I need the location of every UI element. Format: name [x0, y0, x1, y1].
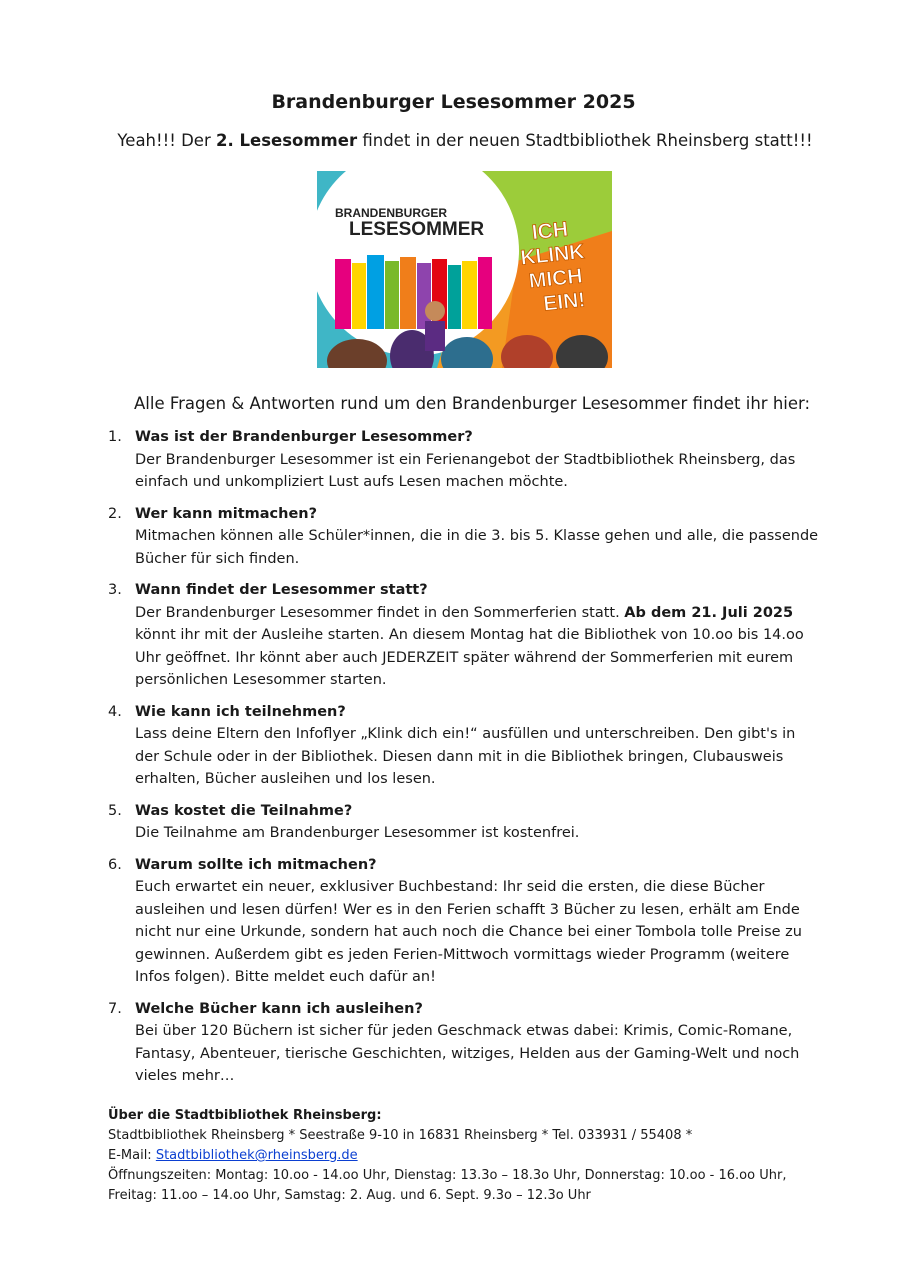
faq-answer-post: könnt ihr mit der Ausleihe starten. An diesem Montag hat die Bibliothek von 10.oo bis 14.oo Uhr geöffnet. Ihr könnt aber auch JEDERZEIT später während der Sommerferien mit eurem persönlichen Lesesommer starten. — [135, 627, 804, 688]
faq-answer: Der Brandenburger Lesesommer ist ein Ferienangebot der Stadtbibliothek Rheinsberg, das einfach und unkompliziert Lust aufs Lesen machen möchte. — [135, 451, 796, 490]
faq-answer — [135, 602, 823, 692]
faq-number: 5. — [108, 802, 122, 819]
faq-number: 2. — [108, 505, 122, 522]
footer-address: Stadtbibliothek Rheinsberg * Seestraße 9-10 in 16831 Rheinsberg * Tel. 033931 / 55408 * — [108, 1128, 693, 1143]
faq-item — [108, 701, 823, 791]
library-footer — [108, 1106, 808, 1206]
faq-item — [108, 854, 823, 989]
banner-slogan-1: ICH — [530, 217, 570, 245]
footer-heading: Über die Stadtbibliothek Rheinsberg: — [108, 1108, 382, 1123]
faq-list — [108, 426, 823, 1097]
faq-answer: Bei über 120 Büchern ist sicher für jeden Geschmack etwas dabei: Krimis, Comic-Romane, Fantasy, Abenteuer, tierische Geschichten, witziges, Helden aus der Gaming-Welt und noch vieles mehr… — [135, 1023, 800, 1084]
faq-answer: Mitmachen können alle Schüler*innen, die in die 3. bis 5. Klasse gehen und alle, die passende Bücher für sich finden. — [135, 528, 819, 567]
faq-item — [108, 579, 823, 692]
faq-item — [108, 800, 823, 845]
faq-number: 1. — [108, 429, 122, 445]
faq-question: Wer kann mitmachen? — [135, 505, 318, 522]
banner-slogan-3: MICH — [527, 264, 584, 293]
lesesommer-banner-image — [317, 171, 612, 368]
faq-question: Wann findet der Lesesommer statt? — [135, 582, 428, 598]
faq-answer: Lass deine Eltern den Infoflyer „Klink dich ein!“ ausfüllen und unterschreiben. Den gibt's in der Schule oder in der Bibliothek. Diesen dann mit in die Bibliothek bringen, Clubausweis erhalten, Bücher ausleihen und los lesen. — [135, 726, 796, 787]
faq-answer: Euch erwartet ein neuer, exklusiver Buchbestand: Ihr seid die ersten, die diese Bücher ausleihen und lesen dürfen! Wer es in den Ferien schafft 3 Bücher zu lesen, erhält am Ende nicht nur eine Urkunde, sondern hat auch noch die Chance bei einer Tombola tolle Preise zu gewinnen. Außerdem gibt es jeden Ferien-Mittwoch vormittags wieder Programm (weitere Infos folgen). Bitte meldet euch dafür an! — [135, 879, 802, 985]
email-link[interactable]: Stadtbibliothek@rheinsberg.de — [155, 1148, 358, 1163]
faq-question: Wie kann ich teilnehmen? — [135, 703, 346, 720]
banner-slogan-2: KLINK — [519, 240, 586, 270]
faq-item — [108, 426, 823, 494]
faq-number: 3. — [108, 582, 122, 598]
faq-question: Was ist der Brandenburger Lesesommer? — [135, 429, 473, 445]
subtitle-bold: 2. Lesesommer — [216, 131, 358, 150]
faq-number: 7. — [108, 1000, 122, 1017]
footer-email-label: E-Mail: — [108, 1148, 156, 1163]
intro-text: Alle Fragen & Antworten rund um den Brandenburger Lesesommer findet ihr hier: — [134, 394, 811, 413]
banner-brand-line1: BRANDENBURGER — [335, 206, 448, 220]
faq-item — [108, 998, 823, 1088]
faq-answer-bold: Ab dem 21. Juli 2025 — [624, 604, 794, 621]
faq-answer: Die Teilnahme am Brandenburger Lesesommer ist kostenfrei. — [135, 825, 580, 841]
banner-brand-line2: LESESOMMER — [349, 219, 485, 240]
faq-question: Warum sollte ich mitmachen? — [135, 856, 377, 873]
faq-question: Was kostet die Teilnahme? — [135, 802, 353, 819]
faq-item — [108, 503, 823, 571]
faq-question: Welche Bücher kann ich ausleihen? — [135, 1000, 423, 1017]
subtitle-pre: Yeah!!! Der — [117, 131, 216, 150]
faq-answer-pre: Der Brandenburger Lesesommer findet in den Sommerferien statt. — [135, 604, 625, 621]
faq-number: 6. — [108, 856, 122, 873]
subtitle — [0, 131, 907, 150]
footer-hours-line2: Freitag: 11.oo – 14.oo Uhr, Samstag: 2. Aug. und 6. Sept. 9.3o – 12.3o Uhr — [108, 1188, 591, 1203]
subtitle-post: findet in der neuen Stadtbibliothek Rheinsberg statt!!! — [357, 131, 813, 150]
banner-slogan-4: EIN! — [542, 288, 587, 316]
page-title: Brandenburger Lesesommer 2025 — [271, 91, 636, 113]
footer-email-line — [108, 1146, 808, 1166]
faq-number: 4. — [108, 703, 122, 720]
footer-hours-line1: Öffnungszeiten: Montag: 10.oo - 14.oo Uhr, Dienstag: 13.3o – 18.3o Uhr, Donnerstag: 10.oo - 16.oo Uhr, — [108, 1168, 787, 1183]
